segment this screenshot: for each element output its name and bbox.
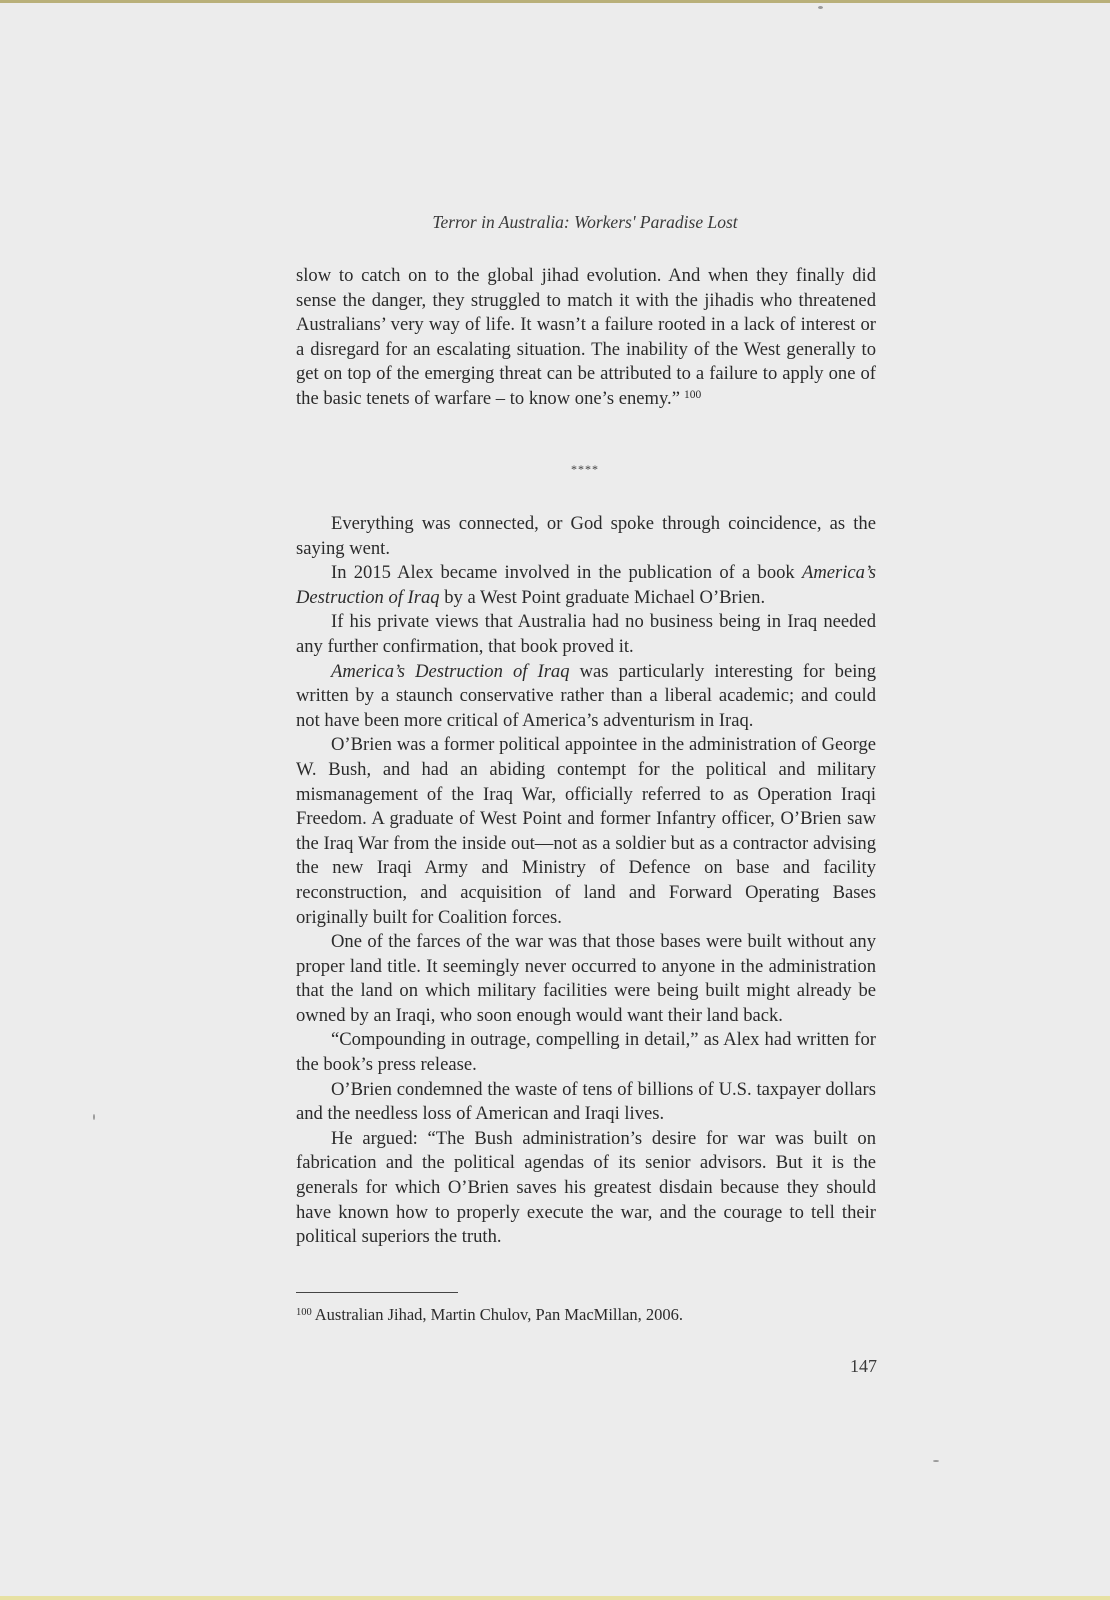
paragraph-text: In 2015 Alex became involved in the publication of a book: [331, 562, 802, 584]
continued-paragraph: [296, 264, 876, 412]
footnote: [296, 1304, 876, 1326]
paragraph-text: by a West Point graduate Michael O’Brien.: [439, 586, 766, 608]
book-title: America’s Destruction of Iraq: [331, 660, 570, 682]
footnote-reference: 100: [683, 388, 702, 401]
book-title: America’s Destruction of Iraq: [296, 562, 876, 608]
page-number: 147: [850, 1356, 877, 1376]
footnote-number: 100: [296, 1307, 312, 1318]
scan-speck: [93, 1114, 95, 1120]
scan-speck: [818, 6, 823, 9]
section-break: ****: [571, 462, 599, 476]
running-header: Terror in Australia: Workers' Paradise Lost: [432, 212, 738, 232]
paragraph: One of the farces of the war was that those bases were built without any proper land title. It seemingly never occurred to anyone in the administration that the land on which military facilities were being built might already be owned by an Iraqi, who soon enough would want their land back.: [296, 931, 876, 1026]
paragraph: “Compounding in outrage, compelling in detail,” as Alex had written for the book’s press release.: [296, 1029, 876, 1076]
scan-top-edge: [0, 0, 1110, 3]
scan-bottom-edge: [0, 1596, 1110, 1600]
paragraph-text: was particularly interesting for being written by a staunch conservative rather than a liberal academic; and could not have been more critical of America’s adventurism in Iraq.: [296, 660, 876, 731]
footnote-divider: [296, 1292, 458, 1293]
scan-speck: [933, 1460, 939, 1462]
paragraph: [296, 660, 876, 734]
footnote-text: Australian Jihad, Martin Chulov, Pan MacMillan, 2006.: [314, 1305, 684, 1324]
paragraph: He argued: “The Bush administration’s desire for war was built on fabrication and the political agendas of its senior advisors. But it is the generals for which O’Brien saves his greatest disdain because they should have known how to properly execute the war, and the courage to tell their political superiors the truth.: [296, 1127, 876, 1248]
continued-paragraph-text: slow to catch on to the global jihad evolution. And when they finally did sense the danger, they struggled to match it with the jihadis who threatened Australians’ very way of life. It wasn’t a failure rooted in a lack of interest or a disregard for an escalating situation. The inability of the West generally to get on top of the emerging threat can be attributed to a failure to apply one of the basic tenets of warfare – to know one’s enemy.”: [296, 265, 876, 409]
body-text: [296, 512, 876, 1250]
paragraph: If his private views that Australia had no business being in Iraq needed any further confirmation, that book proved it.: [296, 611, 876, 657]
paragraph: [296, 561, 876, 610]
paragraph: Everything was connected, or God spoke through coincidence, as the saying went.: [296, 513, 876, 559]
paragraph: O’Brien condemned the waste of tens of billions of U.S. taxpayer dollars and the needless loss of American and Iraqi lives.: [296, 1078, 876, 1125]
paragraph: O’Brien was a former political appointee in the administration of George W. Bush, and had an abiding contempt for the political and military mismanagement of the Iraq War, officially referred to as Operation Iraqi Freedom. A graduate of West Point and former Infantry officer, O’Brien saw the Iraq War from the inside out—not as a soldier but as a contractor advising the new Iraqi Army and Ministry of Defence on base and facility reconstruction, and acquisition of land and Forward Operating Bases originally built for Coalition forces.: [296, 734, 876, 928]
